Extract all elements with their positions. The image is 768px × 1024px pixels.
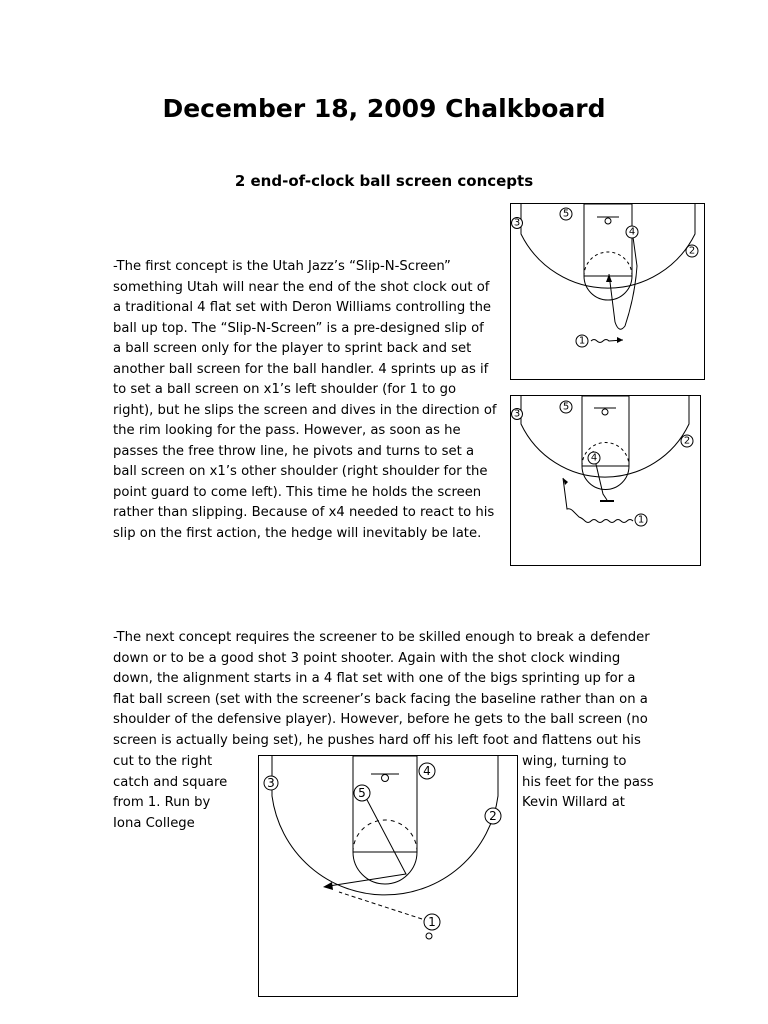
player-1-label: 1 [637, 514, 645, 526]
player-2-label: 2 [688, 245, 696, 257]
ball [426, 933, 432, 939]
player-4-label: 4 [590, 452, 598, 464]
dive-path [609, 237, 637, 329]
player-1-label: 1 [428, 915, 436, 929]
text-line: -The first concept is the Utah Jazz’s “Slip-N-Screen” [113, 259, 451, 274]
player-1-label: 1 [578, 335, 586, 347]
three-point-arc [272, 756, 498, 895]
arrowhead [606, 274, 612, 282]
free-throw-circle-bottom [353, 820, 417, 852]
arrowhead [323, 882, 333, 890]
cut-path [329, 796, 406, 886]
screen-mark [600, 500, 614, 502]
dribble-path [563, 478, 633, 523]
text-line: flat ball screen (set with the screener’s back facing the baseline rather than on a [113, 691, 648, 707]
player-5-label: 5 [358, 786, 366, 800]
text-line: down or to be a good shot 3 point shooter. Again with the shot clock winding [113, 650, 621, 666]
wrap-text-right [522, 752, 654, 814]
player-3-label: 3 [267, 776, 275, 790]
text-line: rather than slipping. Because of x4 needed to react to his [113, 505, 495, 520]
paragraph-slip-n-screen [113, 257, 501, 544]
text-line: a ball screen only for the player to sprint back and set [113, 341, 472, 356]
text-line: a traditional 4 flat set with Deron Williams controlling the [113, 300, 492, 315]
text-line: screen is actually being set), he pushes hard off his left foot and flattens out his [113, 732, 641, 748]
text-line: from 1. Run by [113, 795, 211, 811]
rim [602, 409, 608, 415]
text-line: Iona College [113, 815, 195, 831]
player-2-label: 2 [489, 809, 497, 823]
text-line: something Utah will near the end of the shot clock out of [113, 279, 490, 295]
rim [605, 218, 611, 224]
text-line: slip on the first action, the hedge will inevitably be late. [113, 525, 482, 541]
play-diagram-3 [258, 755, 518, 997]
arrowhead [617, 337, 623, 343]
player-3-label: 3 [513, 217, 521, 229]
court-svg [259, 756, 517, 996]
text-line: catch and square [113, 774, 228, 790]
text-line: ball up top. The “Slip-N-Screen” is a pre-designed slip of [113, 320, 484, 336]
player-5-label: 5 [562, 401, 570, 413]
free-throw-circle-top [582, 466, 629, 490]
text-line: ball screen on x1’s other shoulder (right shoulder for the [113, 464, 488, 479]
text-line: right), but he slips the screen and dives in the direction of [113, 402, 497, 418]
text-line: his feet for the pass [522, 774, 654, 790]
rim [382, 775, 389, 782]
key-lane [584, 204, 632, 276]
player-3-label: 3 [513, 408, 521, 420]
pass-path [339, 892, 422, 919]
page-subtitle: 2 end-of-clock ball screen concepts [234, 172, 534, 190]
text-line: another ball screen for the ball handler. 4 sprints up as if [113, 361, 489, 377]
player-4-label: 4 [628, 226, 636, 238]
free-throw-circle-top [353, 852, 417, 884]
text-line: to set a ball screen on x1’s left shoulder (for 1 to go [113, 382, 457, 397]
text-line: cut to the right [113, 754, 213, 769]
text-line: -The next concept requires the screener to be skilled enough to break a defender [113, 630, 650, 645]
player-4-label: 4 [423, 764, 431, 778]
player-2-label: 2 [683, 435, 691, 447]
text-line: wing, turning to [522, 754, 627, 769]
play-diagram-1 [510, 203, 705, 380]
free-throw-circle-bottom [584, 252, 632, 276]
court-svg [511, 396, 700, 565]
player-5-label: 5 [562, 208, 570, 220]
text-line: shoulder of the defensive player). However, before he gets to the ball screen (no [113, 712, 648, 728]
wrap-text-left [113, 752, 227, 834]
text-line: the rim looking for the pass. However, as soon as he [113, 423, 461, 438]
text-line: passes the free throw line, he pivots and turns to set a [113, 443, 475, 459]
paragraph-flat-ball-screen [113, 628, 653, 752]
play-diagram-2 [510, 395, 701, 566]
text-line: point guard to come left). This time he holds the screen [113, 484, 482, 500]
page-title: December 18, 2009 Chalkboard [162, 94, 606, 123]
key-lane [353, 756, 417, 852]
text-line: Kevin Willard at [522, 795, 625, 811]
text-line: down, the alignment starts in a 4 flat set with one of the bigs sprinting up for a [113, 671, 636, 687]
court-svg [511, 204, 704, 379]
